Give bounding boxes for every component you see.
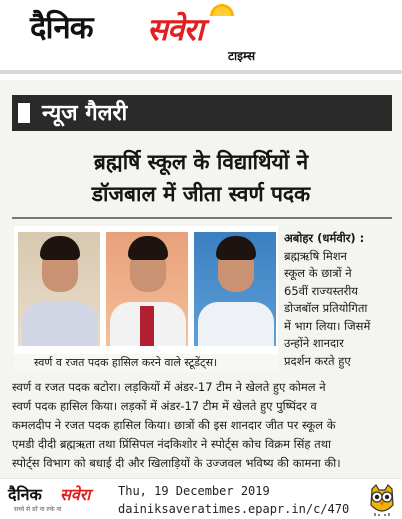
body-line: स्वर्ण व रजत पदक बटोरा। लड़कियों में अंडर-17 टीम ने खेलते हुए कोमल ने xyxy=(12,380,326,394)
footer-tagline: सच्चे से डरें ना रुके ना xyxy=(14,506,62,513)
photo-shirt xyxy=(22,302,98,346)
student-photo-1 xyxy=(18,232,100,346)
logo-word-dainik: दैनिक xyxy=(30,10,93,46)
dateline: अबोहर (धर्मवीर) : xyxy=(284,231,365,245)
logo-word-times: टाइम्स xyxy=(228,49,256,63)
headline-divider xyxy=(12,217,392,219)
logo-word-savera: सवेरा xyxy=(147,12,203,48)
article-body xyxy=(12,378,392,473)
sun-icon xyxy=(208,2,236,16)
section-marker xyxy=(18,103,30,123)
epaper-link[interactable]: dainiksaveratimes.epapr.in/c/470 xyxy=(118,502,350,516)
body-line: स्पोर्ट्स विभाग को बधाई दी और खिलाड़ियों के उज्जवल भविष्य की कामना की। xyxy=(12,456,341,470)
section-title: न्यूज गैलरी xyxy=(42,101,128,126)
footer-logo-word-savera: सवेरा xyxy=(60,485,91,504)
footer xyxy=(0,478,402,519)
photo-hair xyxy=(128,236,168,260)
side-line: प्रदर्शन करते हुए xyxy=(284,353,351,368)
owl-icon xyxy=(366,483,398,517)
photo-shirt xyxy=(198,302,274,346)
footer-logo[interactable] xyxy=(8,483,108,517)
side-line: डोजबॉल प्रतियोगिता xyxy=(284,301,368,315)
article-headline-line-1: ब्रह्मर्षि स्कूल के विद्यार्थियों ने xyxy=(93,150,309,174)
side-line: ब्रह्मऋषि मिशन xyxy=(284,248,347,263)
side-line: में भाग लिया। जिसमें xyxy=(284,318,371,333)
student-photo-2 xyxy=(106,232,188,346)
photo-hair xyxy=(40,236,80,260)
body-line: कमलदीप ने रजत पदक हासिल किया। छात्रों की इस शानदार जीत पर स्कूल के xyxy=(12,418,336,432)
photo-tie xyxy=(140,306,154,346)
side-line: उन्होंने शानदार xyxy=(284,336,344,350)
photo-strip xyxy=(14,226,278,354)
article-headline-line-2: डॉजबाल में जीता स्वर्ण पदक xyxy=(91,182,311,206)
body-line: स्वर्ण पदक हासिल किया। लड़कों में अंडर-17 टीम में खेलते हुए पुष्पिंदर व xyxy=(12,399,317,413)
photo-hair xyxy=(216,236,256,260)
side-line: 65वीं राज्यस्तरीय xyxy=(284,283,358,298)
section-header xyxy=(12,95,392,131)
student-photo-3 xyxy=(194,232,276,346)
article-side-column xyxy=(284,230,388,370)
masthead-divider xyxy=(0,70,402,74)
side-line: स्कूल के छात्रों ने xyxy=(284,266,352,280)
photo-caption: स्वर्ण व रजत पदक हासिल करने वाले स्टूडेंट्स। xyxy=(14,354,278,372)
footer-logo-word-dainik: दैनिक xyxy=(8,485,42,504)
body-line: एमडी दीदी ब्रह्मऋता तथा प्रिंसिपल नंदकिशोर ने स्पोर्ट्स कोच विक्रम सिंह तथा xyxy=(12,437,332,451)
masthead xyxy=(0,0,402,70)
edition-date: Thu, 19 December 2019 xyxy=(118,484,270,498)
